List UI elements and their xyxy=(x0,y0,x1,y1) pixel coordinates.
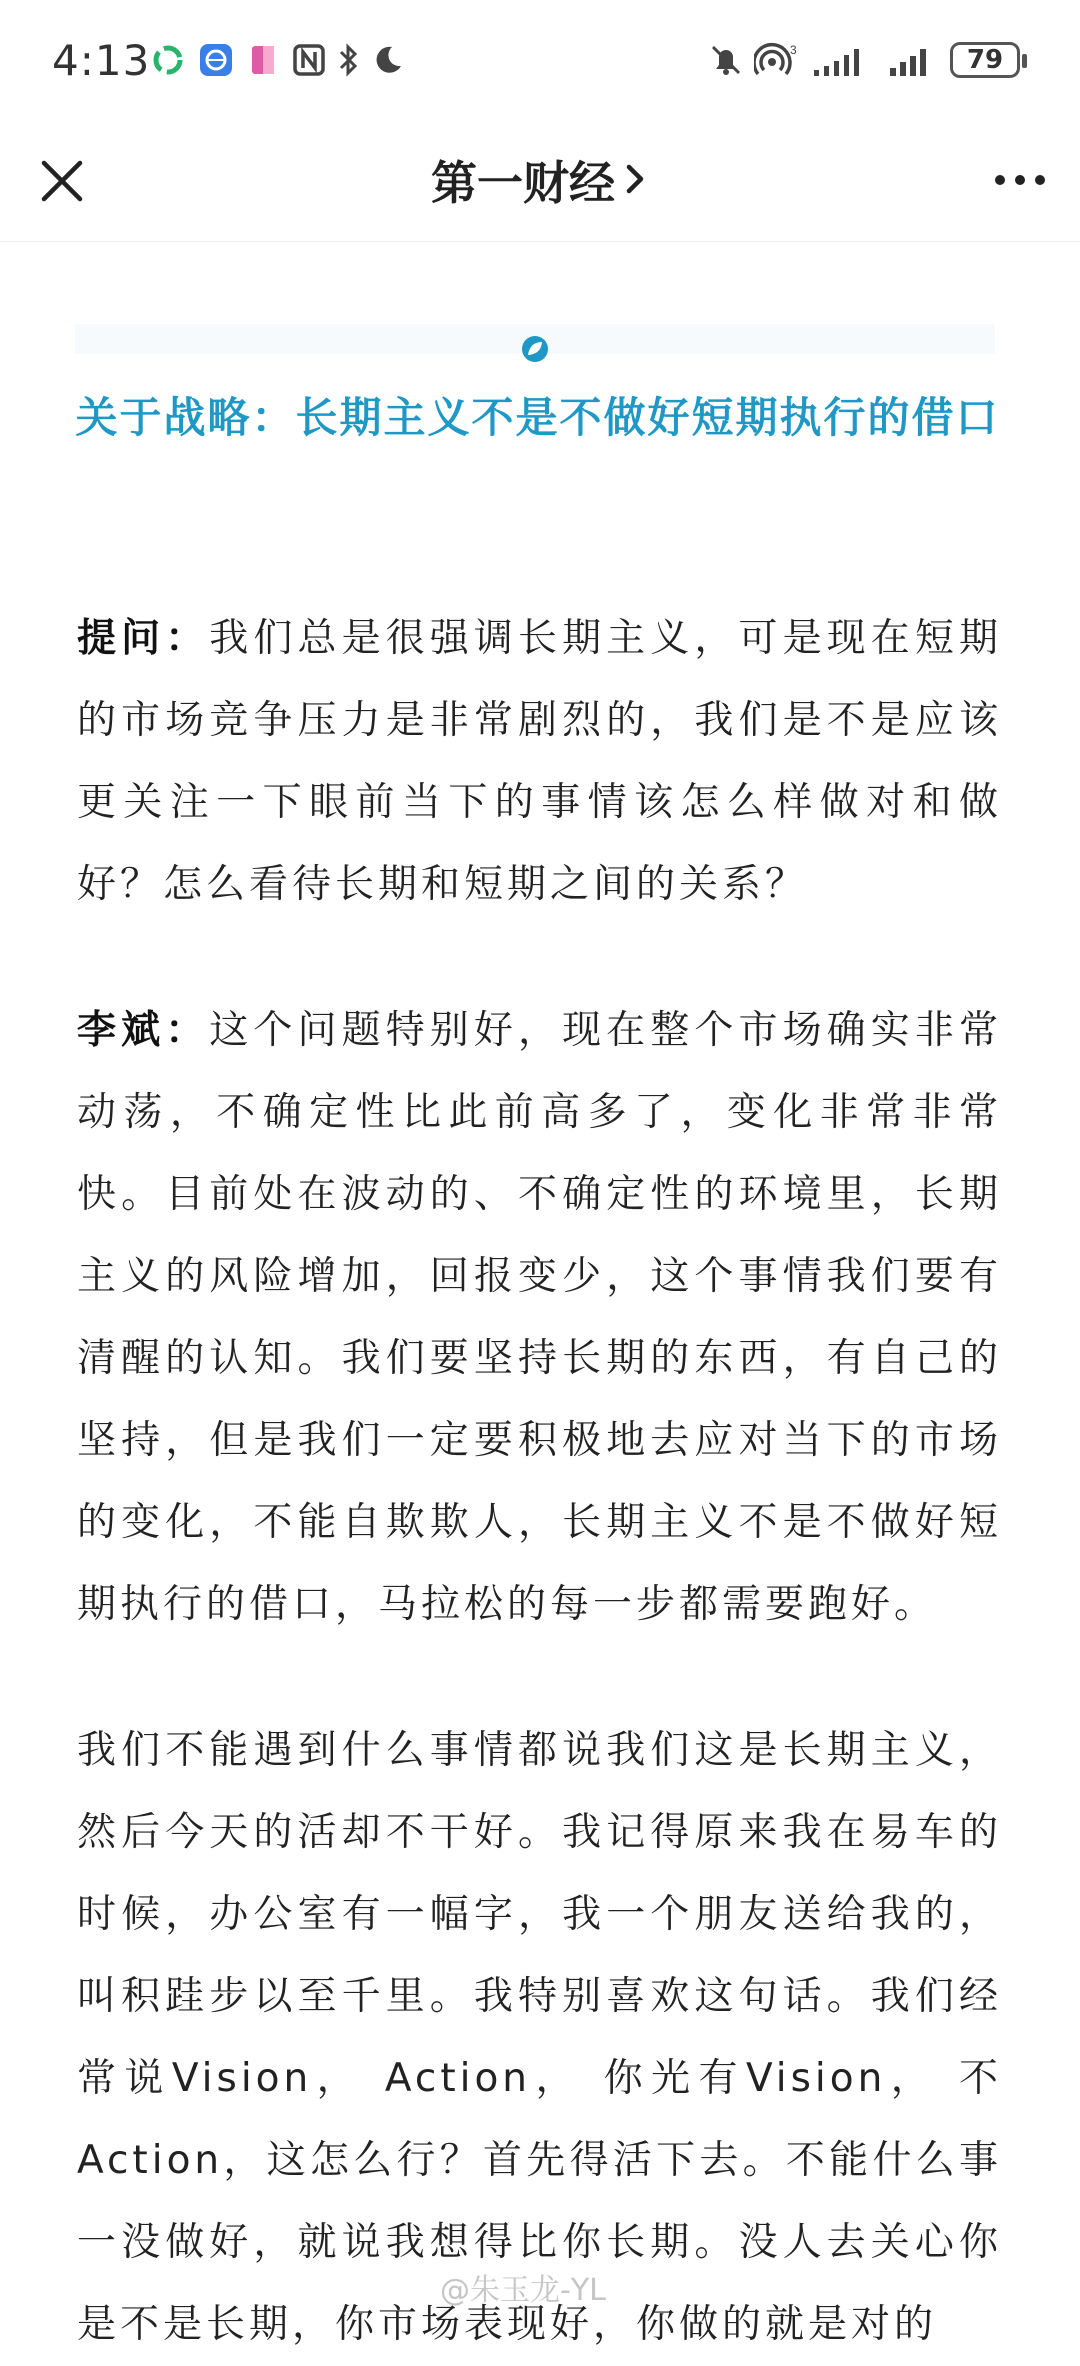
more-icon[interactable] xyxy=(988,155,1052,205)
chevron-right-icon xyxy=(623,159,649,199)
recycle-app-icon xyxy=(150,40,186,80)
svg-text:3: 3 xyxy=(790,43,797,57)
bluetooth-icon xyxy=(336,40,360,80)
article-paragraph-question xyxy=(77,598,1002,926)
mute-bell-icon xyxy=(708,40,744,80)
watermark: @朱玉龙-YL xyxy=(440,2273,606,2308)
paragraph-text: 这个问题特别好，现在整个市场确实非常动荡，不确定性比此前高多了，变化非常非常快。目前处在波动的、不确定性的环境里，长期主义的风险增加，回报变少，这个事情我们要有清醒的认知。我们要坚持长期的东西，有自己的坚持，但是我们一定要积极地去应对当下的市场的变化，不能自欺欺人，长期主义不是不做好短期执行的借口，马拉松的每一步都需要跑好。 xyxy=(77,1008,1002,1627)
signal-strength-2-icon xyxy=(888,40,938,80)
article-paragraph-answer xyxy=(77,990,1002,1646)
nav-bar xyxy=(0,125,1080,242)
book-app-icon xyxy=(248,40,278,80)
speaker-label: 李斌： xyxy=(77,1008,210,1053)
speaker-label: 提问： xyxy=(77,616,210,661)
article-heading: 关于战略：长期主义不是不做好短期执行的借口 xyxy=(75,393,1000,442)
paragraph-text: 我们不能遇到什么事情都说我们这是长期主义，然后今天的活却不干好。我记得原来我在易车的时候，办公室有一幅字，我一个朋友送给我的，叫积跬步以至千里。我特别喜欢这句话。我们经常说Vision， Action， 你光有Vision， 不Action，这怎么行？首先得活下去。不能什么事一没做好，就说我想得比你长期。没人去关心你是不是长期，你市场表现好，你做的就是对的 xyxy=(77,1728,1002,2347)
status-bar xyxy=(0,0,1080,125)
account-title: 第一财经 xyxy=(431,156,615,210)
do-not-disturb-moon-icon xyxy=(370,40,404,80)
signal-strength-1-icon xyxy=(812,40,874,80)
paragraph-text: 我们总是很强调长期主义，可是现在短期的市场竞争压力是非常剧烈的，我们是不是应该更关注一下眼前当下的事情该怎么样做对和做好？怎么看待长期和短期之间的关系？ xyxy=(77,616,1002,907)
account-title-button[interactable] xyxy=(0,147,1080,213)
nfc-icon xyxy=(292,40,326,80)
hotspot-icon xyxy=(754,40,800,80)
browser-app-icon xyxy=(198,40,234,80)
status-time: 4:13 xyxy=(52,36,151,85)
battery-indicator: 79 xyxy=(950,42,1020,78)
section-divider xyxy=(75,324,995,374)
